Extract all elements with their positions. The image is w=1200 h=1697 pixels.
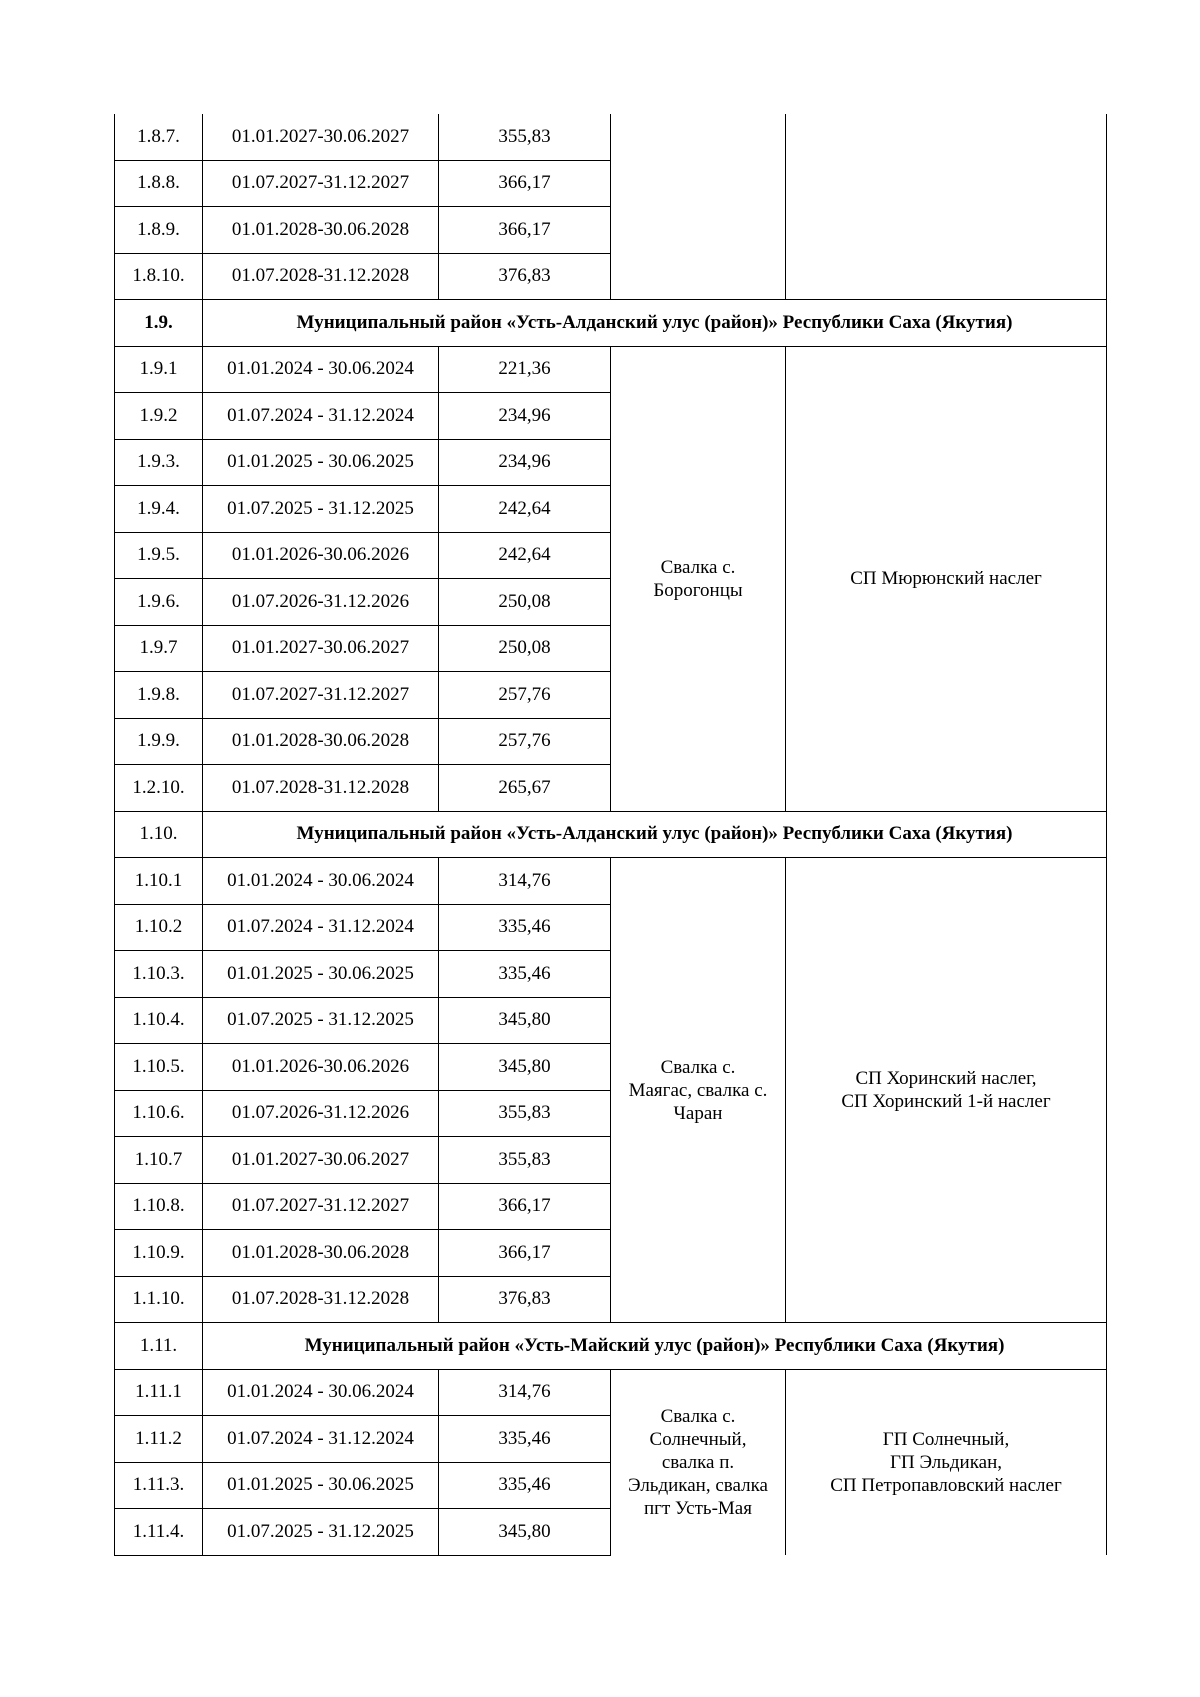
row-code: 1.2.10. (115, 765, 203, 812)
territory-cell (786, 1369, 1107, 1555)
row-period: 01.07.2027-31.12.2027 (203, 1183, 439, 1230)
row-period: 01.01.2024 - 30.06.2024 (203, 858, 439, 905)
row-value: 314,76 (439, 858, 611, 905)
territory-cell (786, 858, 1107, 1323)
row-value: 376,83 (439, 253, 611, 300)
row-period: 01.07.2028-31.12.2028 (203, 765, 439, 812)
territory-line: СП Петропавловский наслег (830, 1474, 1062, 1496)
section-header-row (115, 300, 1107, 347)
row-code: 1.9.9. (115, 718, 203, 765)
row-value: 257,76 (439, 672, 611, 719)
row-value: 242,64 (439, 532, 611, 579)
row-value: 250,08 (439, 625, 611, 672)
facility-cell (611, 114, 786, 300)
row-value: 242,64 (439, 486, 611, 533)
row-period: 01.07.2024 - 31.12.2024 (203, 904, 439, 951)
row-code: 1.11.4. (115, 1509, 203, 1556)
row-value: 314,76 (439, 1369, 611, 1416)
section-title: Муниципальный район «Усть-Алданский улус (район)» Республики Саха (Якутия) (203, 811, 1107, 858)
facility-line: Свалка с. (660, 1056, 736, 1078)
row-period: 01.01.2027-30.06.2027 (203, 625, 439, 672)
row-code: 1.9.4. (115, 486, 203, 533)
row-period: 01.01.2026-30.06.2026 (203, 532, 439, 579)
row-code: 1.9.8. (115, 672, 203, 719)
facility-line: Свалка с. (660, 1405, 736, 1427)
row-code: 1.8.8. (115, 160, 203, 207)
row-value: 257,76 (439, 718, 611, 765)
row-period: 01.07.2027-31.12.2027 (203, 160, 439, 207)
row-code: 1.11.1 (115, 1369, 203, 1416)
facility-cell (611, 858, 786, 1323)
row-value: 221,36 (439, 346, 611, 393)
row-value: 345,80 (439, 997, 611, 1044)
section-code: 1.10. (115, 811, 203, 858)
row-value: 366,17 (439, 160, 611, 207)
row-period: 01.01.2026-30.06.2026 (203, 1044, 439, 1091)
territory-line: СП Мюрюнский наслег (850, 568, 1042, 589)
row-period: 01.01.2025 - 30.06.2025 (203, 951, 439, 998)
row-code: 1.11.2 (115, 1416, 203, 1463)
row-value: 265,67 (439, 765, 611, 812)
facility-line: Чаран (673, 1102, 723, 1124)
section-title: Муниципальный район «Усть-Майский улус (район)» Республики Саха (Якутия) (203, 1323, 1107, 1370)
row-code: 1.9.5. (115, 532, 203, 579)
row-value: 376,83 (439, 1276, 611, 1323)
section-code: 1.9. (115, 300, 203, 347)
tariff-table (114, 114, 1107, 1556)
row-period: 01.01.2028-30.06.2028 (203, 718, 439, 765)
row-code: 1.8.9. (115, 207, 203, 254)
row-value: 366,17 (439, 1230, 611, 1277)
facility-line: Борогонцы (653, 579, 743, 601)
row-period: 01.01.2027-30.06.2027 (203, 1137, 439, 1184)
row-code: 1.8.7. (115, 114, 203, 160)
row-period: 01.07.2026-31.12.2026 (203, 579, 439, 626)
row-value: 345,80 (439, 1044, 611, 1091)
section-header-row (115, 811, 1107, 858)
row-code: 1.10.5. (115, 1044, 203, 1091)
facility-line: Свалка с. (660, 556, 736, 578)
row-code: 1.9.2 (115, 393, 203, 440)
row-value: 234,96 (439, 393, 611, 440)
table-row (115, 858, 1107, 905)
row-code: 1.9.7 (115, 625, 203, 672)
facility-line: свалка п. (661, 1451, 735, 1473)
row-value: 355,83 (439, 1090, 611, 1137)
territory-line: ГП Солнечный, (882, 1428, 1010, 1450)
row-code: 1.10.2 (115, 904, 203, 951)
row-period: 01.07.2024 - 31.12.2024 (203, 1416, 439, 1463)
row-code: 1.11.3. (115, 1462, 203, 1509)
row-period: 01.07.2028-31.12.2028 (203, 253, 439, 300)
row-period: 01.01.2027-30.06.2027 (203, 114, 439, 160)
row-value: 345,80 (439, 1509, 611, 1556)
facility-cell (611, 346, 786, 811)
facility-line: пгт Усть-Мая (644, 1497, 752, 1519)
row-code: 1.9.6. (115, 579, 203, 626)
row-period: 01.07.2024 - 31.12.2024 (203, 393, 439, 440)
section-title: Муниципальный район «Усть-Алданский улус (район)» Республики Саха (Якутия) (203, 300, 1107, 347)
row-period: 01.01.2028-30.06.2028 (203, 1230, 439, 1277)
row-value: 335,46 (439, 904, 611, 951)
row-code: 1.10.7 (115, 1137, 203, 1184)
row-period: 01.07.2028-31.12.2028 (203, 1276, 439, 1323)
row-period: 01.01.2024 - 30.06.2024 (203, 1369, 439, 1416)
row-code: 1.8.10. (115, 253, 203, 300)
territory-line: ГП Эльдикан, (889, 1451, 1003, 1473)
facility-line: Солнечный, (649, 1428, 747, 1450)
row-value: 335,46 (439, 1416, 611, 1463)
row-value: 234,96 (439, 439, 611, 486)
facility-line: Маягас, свалка с. (628, 1079, 768, 1101)
row-code: 1.9.1 (115, 346, 203, 393)
facility-cell (611, 1369, 786, 1555)
row-value: 355,83 (439, 1137, 611, 1184)
row-period: 01.01.2028-30.06.2028 (203, 207, 439, 254)
territory-line: СП Хоринский наслег, (855, 1068, 1037, 1089)
section-header-row (115, 1323, 1107, 1370)
row-code: 1.9.3. (115, 439, 203, 486)
row-value: 355,83 (439, 114, 611, 160)
territory-line: СП Хоринский 1-й наслег (841, 1091, 1051, 1112)
row-code: 1.10.1 (115, 858, 203, 905)
row-code: 1.1.10. (115, 1276, 203, 1323)
row-period: 01.01.2025 - 30.06.2025 (203, 439, 439, 486)
row-period: 01.07.2027-31.12.2027 (203, 672, 439, 719)
row-period: 01.07.2025 - 31.12.2025 (203, 1509, 439, 1556)
row-value: 250,08 (439, 579, 611, 626)
row-code: 1.10.6. (115, 1090, 203, 1137)
row-period: 01.07.2025 - 31.12.2025 (203, 486, 439, 533)
table-row (115, 346, 1107, 393)
facility-line: Эльдикан, свалка (628, 1474, 768, 1496)
row-code: 1.10.4. (115, 997, 203, 1044)
row-value: 366,17 (439, 1183, 611, 1230)
row-code: 1.10.9. (115, 1230, 203, 1277)
section-code: 1.11. (115, 1323, 203, 1370)
row-value: 335,46 (439, 1462, 611, 1509)
row-code: 1.10.8. (115, 1183, 203, 1230)
territory-cell (786, 114, 1107, 300)
row-value: 366,17 (439, 207, 611, 254)
table-row (115, 1369, 1107, 1416)
row-period: 01.07.2025 - 31.12.2025 (203, 997, 439, 1044)
row-period: 01.01.2024 - 30.06.2024 (203, 346, 439, 393)
table-row (115, 114, 1107, 160)
territory-cell (786, 346, 1107, 811)
row-period: 01.01.2025 - 30.06.2025 (203, 1462, 439, 1509)
row-value: 335,46 (439, 951, 611, 998)
row-code: 1.10.3. (115, 951, 203, 998)
row-period: 01.07.2026-31.12.2026 (203, 1090, 439, 1137)
